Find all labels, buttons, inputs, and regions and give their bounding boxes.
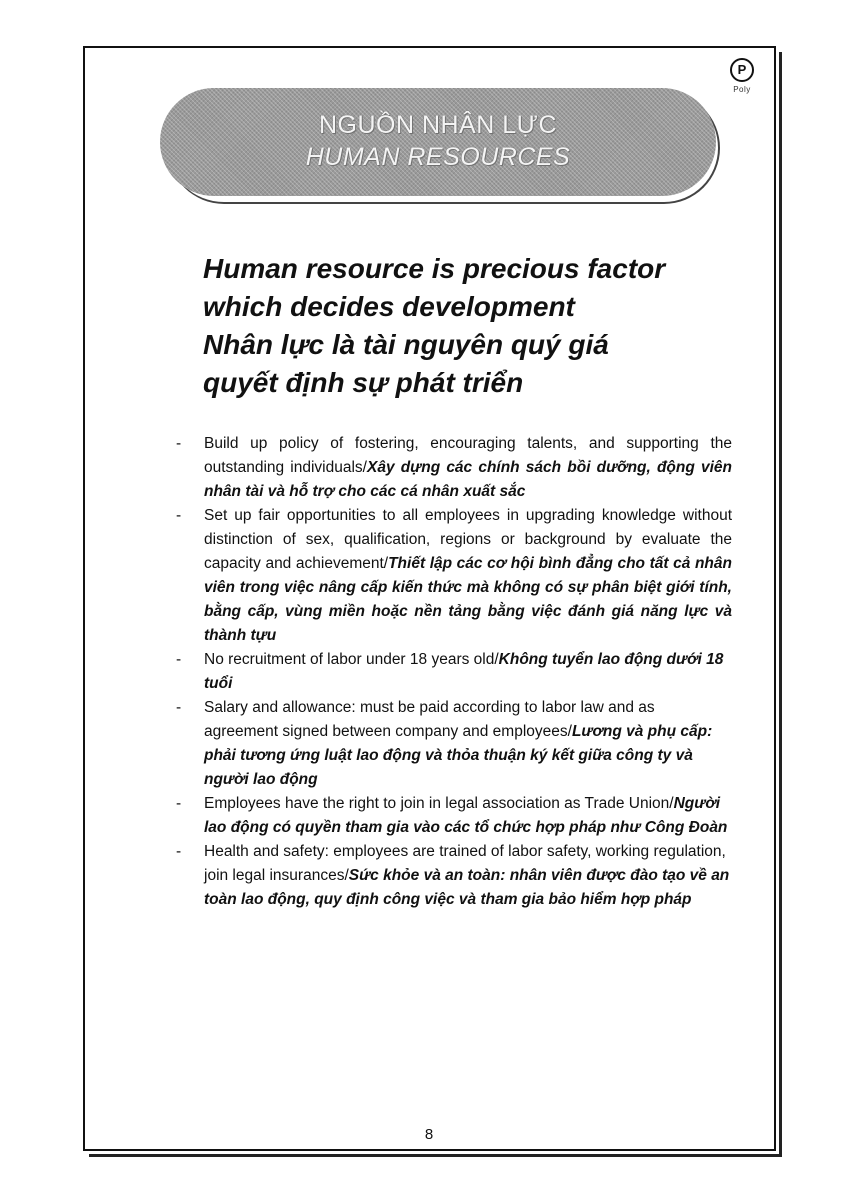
list-item: [172, 648, 732, 696]
item-text-en: Build up policy of fostering, encouraging talents, and supporting the outstanding individuals/: [204, 435, 732, 476]
item-text-en: Set up fair opportunities to all employees in upgrading knowledge without distinction of sex, qualification, regions or background by evaluate the capacity and achievement/: [204, 507, 732, 572]
heading-line: quyết định sự phát triển: [203, 367, 524, 398]
page-number: 8: [424, 1126, 434, 1143]
logo-mark: P: [730, 58, 754, 82]
heading-line: which decides development: [203, 291, 575, 322]
list-item: [172, 840, 732, 912]
item-text-en: Salary and allowance: must be paid according to labor law and as agreement signed between company and employees/: [204, 699, 655, 740]
item-text-en: No recruitment of labor under 18 years old/: [204, 651, 499, 668]
heading-line: Nhân lực là tài nguyên quý giá: [203, 329, 609, 360]
item-text-vi: Không tuyển lao động dưới 18 tuổi: [204, 651, 724, 692]
item-text-en: Health and safety: employees are trained of labor safety, working regulation, join legal insurances/: [204, 843, 726, 884]
item-text-vi: Lương và phụ cấp: phải tương ứng luật lao động và thỏa thuận ký kết giữa công ty và người lao động: [204, 723, 713, 788]
section-banner: [160, 88, 716, 196]
list-item: [172, 792, 732, 840]
list-item: [172, 696, 732, 792]
banner-title-en: HUMAN RESOURCES: [305, 143, 571, 171]
item-text-vi: Người lao động có quyền tham gia vào các tổ chức hợp pháp như Công Đoàn: [204, 795, 728, 836]
item-text-vi: Thiết lập các cơ hội bình đẳng cho tất cả nhân viên trong việc nâng cấp kiến thức mà không có sự phân biệt giới tính, bằng cấp, vùng miền hoặc nền tảng bằng việc đánh giá năng lực và thành tựu: [204, 555, 732, 644]
heading-line: Human resource is precious factor: [203, 253, 666, 284]
banner-title-vi: NGUỒN NHÂN LỰC: [318, 111, 558, 139]
item-text-vi: Xây dựng các chính sách bồi dưỡng, động viên nhân tài và hỗ trợ cho các cá nhân xuất sắc: [204, 459, 732, 500]
item-text-vi: Sức khỏe và an toàn: nhân viên được đào tạo về an toàn lao động, quy định công việc và tham gia bảo hiểm hợp pháp: [204, 867, 730, 908]
policy-list: [172, 432, 732, 912]
section-heading: [203, 250, 763, 402]
logo-text: Poly: [733, 85, 751, 94]
list-item: [172, 432, 732, 504]
list-item: [172, 504, 732, 648]
poly-logo: [722, 58, 762, 102]
item-text-en: Employees have the right to join in legal association as Trade Union/: [204, 795, 674, 812]
